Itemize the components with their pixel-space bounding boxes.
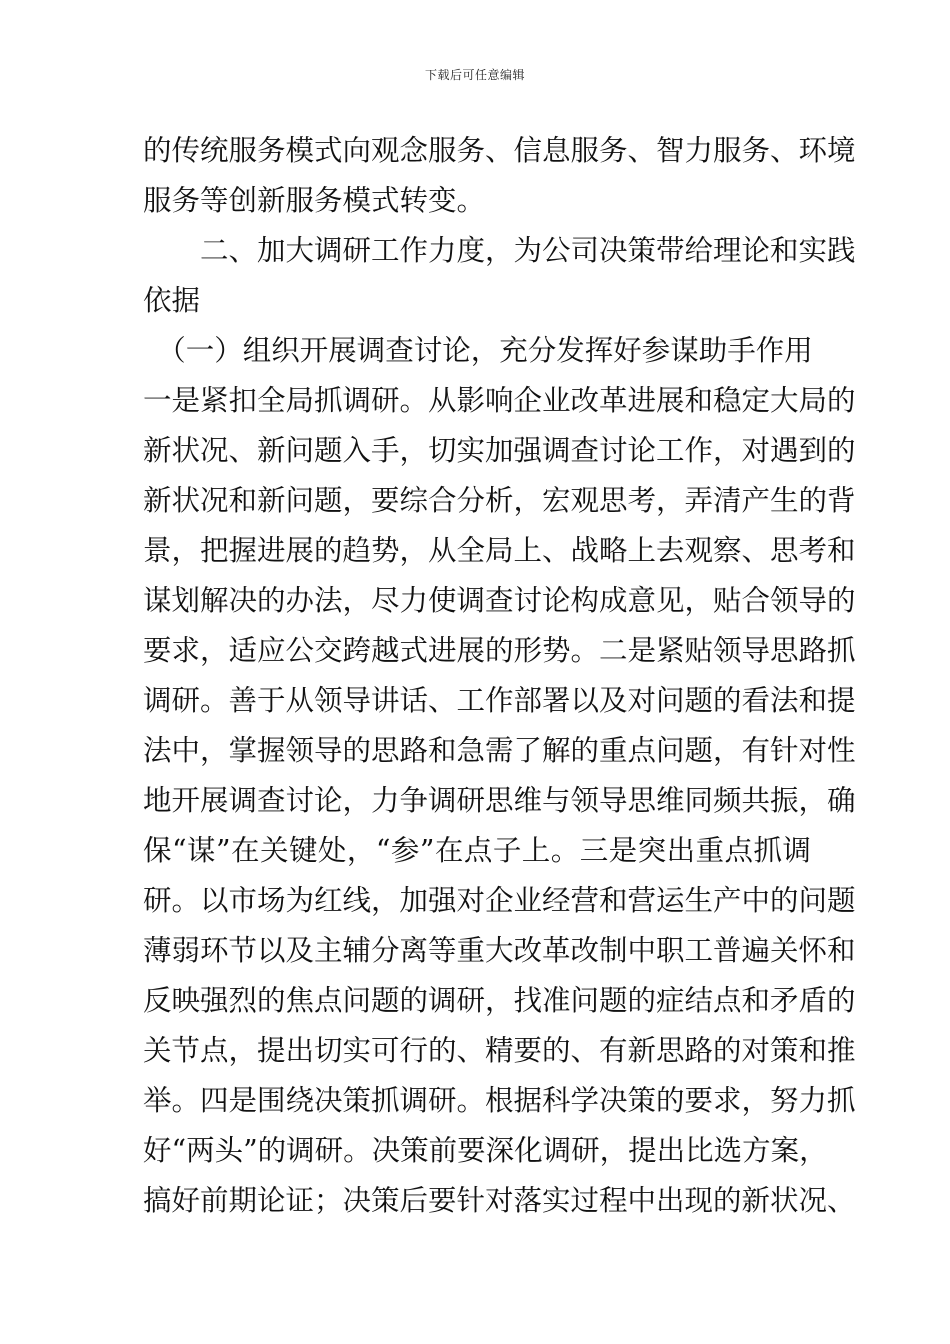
text-line: 搞好前期论证；决策后要针对落实过程中出现的新状况、 bbox=[143, 1184, 856, 1217]
text-line: 的传统服务模式向观念服务、信息服务、智力服务、环境 bbox=[143, 134, 856, 167]
document-body bbox=[143, 128, 856, 1228]
text-line: 新状况、新问题入手，切实加强调查讨论工作，对遇到的 bbox=[143, 434, 856, 467]
text-line: 好“两头”的调研。决策前要深化调研，提出比选方案， bbox=[143, 1134, 828, 1167]
text-line: 服务等创新服务模式转变。 bbox=[143, 184, 486, 217]
text-line: 薄弱环节以及主辅分离等重大改革改制中职工普遍关怀和 bbox=[143, 934, 856, 967]
text-line: 保“谋”在关键处，“参”在点子上。三是突出重点抓调 bbox=[143, 834, 811, 867]
section-heading-continued: 依据 bbox=[143, 284, 201, 317]
text-line: 反映强烈的焦点问题的调研，找准问题的症结点和矛盾的 bbox=[143, 984, 856, 1017]
section-heading: 二、加大调研工作力度，为公司决策带给理论和实践 bbox=[143, 234, 856, 267]
text-line: 地开展调查讨论，力争调研思维与领导思维同频共振，确 bbox=[143, 784, 856, 817]
text-line: 一是紧扣全局抓调研。从影响企业改革进展和稳定大局的 bbox=[143, 384, 856, 417]
text-line: 举。四是围绕决策抓调研。根据科学决策的要求，努力抓 bbox=[143, 1084, 856, 1117]
text-line: 景，把握进展的趋势，从全局上、战略上去观察、思考和 bbox=[143, 534, 856, 567]
text-line: 关节点，提出切实可行的、精要的、有新思路的对策和推 bbox=[143, 1034, 856, 1067]
text-line: 法中，掌握领导的思路和急需了解的重点问题，有针对性 bbox=[143, 734, 856, 767]
text-line: 谋划解决的办法，尽力使调查讨论构成意见，贴合领导的 bbox=[143, 584, 856, 617]
text-line: 要求，适应公交跨越式进展的形势。二是紧贴领导思路抓 bbox=[143, 634, 856, 667]
subsection-heading: （一）组织开展调查讨论，充分发挥好参谋助手作用 bbox=[143, 334, 813, 367]
text-line: 研。以市场为红线，加强对企业经营和营运生产中的问题 bbox=[143, 884, 856, 917]
page-header: 下载后可任意编辑 bbox=[424, 68, 525, 82]
text-line: 新状况和新问题，要综合分析，宏观思考，弄清产生的背 bbox=[143, 484, 856, 517]
text-line: 调研。善于从领导讲话、工作部署以及对问题的看法和提 bbox=[143, 684, 856, 717]
